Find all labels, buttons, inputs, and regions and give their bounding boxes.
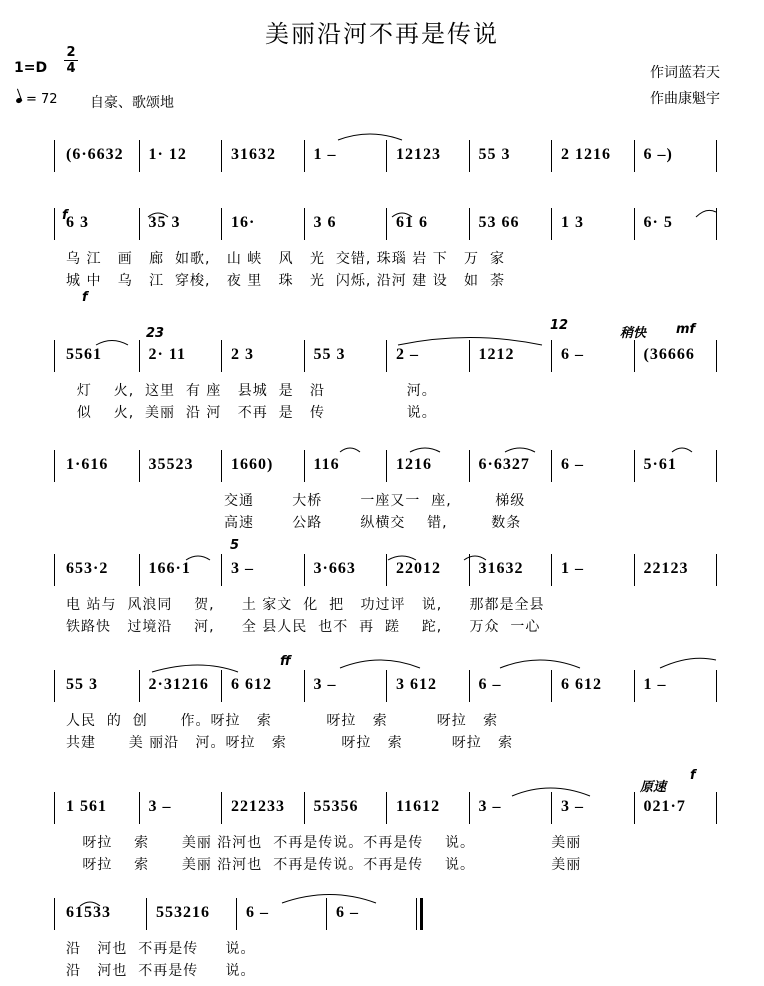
barline bbox=[386, 670, 387, 702]
measure: 5·61 bbox=[643, 456, 677, 473]
measure: 31632 bbox=[478, 560, 524, 577]
measure: 6 –) bbox=[643, 146, 673, 163]
measure: 1 – bbox=[313, 146, 337, 163]
barline bbox=[716, 208, 717, 240]
slur bbox=[500, 660, 580, 668]
tempo-marking bbox=[16, 92, 58, 107]
barline bbox=[386, 340, 387, 372]
dynamic-mark: f bbox=[690, 768, 696, 783]
note-line bbox=[58, 904, 718, 928]
barline bbox=[716, 670, 717, 702]
final-barline bbox=[420, 898, 423, 930]
barline bbox=[716, 792, 717, 824]
barline bbox=[139, 450, 140, 482]
lyric-line-1: 乌 江 画 廊 如歌, 山 峡 风 光 交错, 珠瑙 岩 下 万 家 bbox=[66, 251, 505, 267]
note-line bbox=[58, 456, 718, 480]
measure: 6 – bbox=[561, 456, 584, 473]
measure: 3 – bbox=[561, 798, 584, 815]
slur bbox=[505, 448, 535, 452]
note-line bbox=[58, 560, 718, 584]
lyric-line-2: 呀拉 索 美丽 沿河也 不再是传说。不再是传 说。 美丽 bbox=[66, 857, 582, 873]
barline bbox=[54, 450, 55, 482]
dynamic-mark: 12 bbox=[550, 318, 569, 333]
measure: 6 3 bbox=[66, 214, 89, 231]
barline bbox=[54, 140, 55, 172]
lyricist-credit: 作词蓝若天 bbox=[650, 65, 720, 81]
barline bbox=[386, 792, 387, 824]
barline bbox=[469, 554, 470, 586]
barline bbox=[469, 340, 470, 372]
measure: 61533 bbox=[66, 904, 111, 921]
measure: 653·2 bbox=[66, 560, 109, 577]
measure: 221233 bbox=[231, 798, 285, 815]
measure: 3 – bbox=[478, 798, 502, 815]
lyric-line-2: 共建 美 丽沿 河。呀拉 索 呀拉 索 呀拉 索 bbox=[66, 735, 514, 751]
measure: 1 – bbox=[643, 676, 667, 693]
expression-marking: 自豪、歌颂地 bbox=[90, 95, 174, 111]
barline bbox=[551, 208, 552, 240]
barline bbox=[139, 670, 140, 702]
slur bbox=[340, 448, 360, 452]
barline bbox=[326, 898, 327, 930]
slur bbox=[338, 134, 402, 140]
measure: 55356 bbox=[313, 798, 359, 815]
slur bbox=[340, 660, 420, 668]
barline bbox=[469, 670, 470, 702]
dynamic-mark: 23 bbox=[146, 326, 165, 341]
dynamic-mark: f bbox=[82, 290, 88, 305]
measure: 12123 bbox=[396, 146, 441, 163]
slur bbox=[410, 448, 440, 452]
measure: 35 3 bbox=[148, 214, 181, 231]
barline bbox=[716, 140, 717, 172]
lyric-line-2: 铁路快 过境沿 河, 全 县人民 也不 再 蹉 跎, 万众 一心 bbox=[66, 619, 541, 635]
note-line bbox=[58, 146, 718, 170]
measure: 55 3 bbox=[66, 676, 98, 693]
barline bbox=[551, 340, 552, 372]
barline bbox=[54, 208, 55, 240]
lyric-line-1: 呀拉 索 美丽 沿河也 不再是传说。不再是传 说。 美丽 bbox=[66, 835, 582, 851]
lyric-line-2: 高速 公路 纵横交 错, 数条 bbox=[66, 515, 522, 531]
barline bbox=[634, 450, 635, 482]
measure: 116 bbox=[313, 456, 340, 473]
barline bbox=[634, 208, 635, 240]
measure: 1212 bbox=[478, 346, 515, 363]
barline bbox=[54, 554, 55, 586]
measure: 6· 5 bbox=[643, 214, 673, 231]
barline bbox=[469, 140, 470, 172]
measure: 1· 12 bbox=[148, 146, 187, 163]
measure: 55 3 bbox=[313, 346, 346, 363]
measure: 166·1 bbox=[148, 560, 191, 577]
measure: 553216 bbox=[156, 904, 210, 921]
measure: 1 3 bbox=[561, 214, 584, 231]
barline bbox=[54, 340, 55, 372]
measure: 35523 bbox=[148, 456, 194, 473]
measure: 31632 bbox=[231, 146, 276, 163]
barline bbox=[221, 450, 222, 482]
note-line bbox=[58, 346, 718, 370]
measure: 3 612 bbox=[396, 676, 437, 693]
barline bbox=[634, 140, 635, 172]
measure: 3 – bbox=[231, 560, 254, 577]
measure: 021·7 bbox=[643, 798, 686, 815]
measure: 16· bbox=[231, 214, 256, 231]
barline bbox=[304, 792, 305, 824]
barline bbox=[551, 554, 552, 586]
barline bbox=[304, 670, 305, 702]
barline bbox=[221, 670, 222, 702]
lyric-line-2: 似 火, 美丽 沿 河 不再 是 传 说。 bbox=[66, 405, 437, 421]
dynamic-mark: 稍快 bbox=[620, 326, 647, 341]
dynamic-mark: 5 bbox=[230, 538, 240, 553]
barline bbox=[304, 140, 305, 172]
barline bbox=[551, 450, 552, 482]
measure: 2 3 bbox=[231, 346, 254, 363]
measure: 22123 bbox=[643, 560, 689, 577]
dynamic-mark: 原速 bbox=[640, 780, 667, 795]
slur bbox=[672, 448, 692, 452]
barline bbox=[221, 340, 222, 372]
barline bbox=[716, 450, 717, 482]
barline bbox=[416, 898, 417, 930]
barline bbox=[236, 898, 237, 930]
barline bbox=[469, 450, 470, 482]
measure: 6 612 bbox=[561, 676, 602, 693]
measure: 3 6 bbox=[313, 214, 337, 231]
lyric-line-1: 灯 火, 这里 有 座 县城 是 沿 河。 bbox=[66, 383, 437, 399]
measure: 2·31216 bbox=[148, 676, 209, 693]
measure: 1·616 bbox=[66, 456, 109, 473]
barline bbox=[551, 140, 552, 172]
measure: 3 – bbox=[313, 676, 337, 693]
measure: 6·6327 bbox=[478, 456, 530, 473]
measure: 53 66 bbox=[478, 214, 520, 231]
barline bbox=[304, 208, 305, 240]
measure: 6 – bbox=[478, 676, 502, 693]
measure: 1 – bbox=[561, 560, 584, 577]
barline bbox=[634, 554, 635, 586]
measure: 6 – bbox=[336, 904, 359, 921]
barline bbox=[469, 792, 470, 824]
measure: 1216 bbox=[396, 456, 432, 473]
barline bbox=[634, 670, 635, 702]
barline bbox=[386, 140, 387, 172]
measure: 3·663 bbox=[313, 560, 356, 577]
barline bbox=[221, 208, 222, 240]
dynamic-mark: mf bbox=[676, 322, 696, 337]
lyric-line-1: 交通 大桥 一座又一 座, 梯级 bbox=[66, 493, 526, 509]
measure: 6 – bbox=[561, 346, 584, 363]
barline bbox=[139, 340, 140, 372]
lyric-line-1: 沿 河也 不再是传 说。 bbox=[66, 941, 256, 957]
time-sig-top: 2 bbox=[66, 45, 76, 60]
time-signature bbox=[64, 46, 78, 75]
measure: (6·6632 bbox=[66, 146, 124, 163]
barline bbox=[304, 340, 305, 372]
note-line bbox=[58, 798, 718, 822]
barline bbox=[386, 450, 387, 482]
measure: 2 1216 bbox=[561, 146, 611, 163]
barline bbox=[221, 554, 222, 586]
barline bbox=[139, 792, 140, 824]
barline bbox=[54, 792, 55, 824]
barline bbox=[716, 554, 717, 586]
tempo-value: = 72 bbox=[26, 92, 58, 107]
measure: 6 – bbox=[246, 904, 269, 921]
barline bbox=[146, 898, 147, 930]
measure: 2· 11 bbox=[148, 346, 186, 363]
barline bbox=[551, 670, 552, 702]
barline bbox=[139, 140, 140, 172]
barline bbox=[386, 554, 387, 586]
measure: 1 561 bbox=[66, 798, 107, 815]
measure: 61 6 bbox=[396, 214, 428, 231]
barline bbox=[551, 792, 552, 824]
song-title: 美丽沿河不再是传说 bbox=[265, 20, 499, 48]
dynamic-mark: f bbox=[62, 208, 68, 223]
measure: 3 – bbox=[148, 798, 172, 815]
slur bbox=[96, 341, 128, 346]
barline bbox=[54, 898, 55, 930]
barline bbox=[634, 792, 635, 824]
barline bbox=[716, 340, 717, 372]
quarter-note-icon bbox=[15, 97, 22, 104]
dynamic-mark: ff bbox=[280, 654, 291, 669]
slur bbox=[398, 338, 542, 346]
note-line bbox=[58, 214, 718, 238]
barline bbox=[139, 554, 140, 586]
measure: 6 612 bbox=[231, 676, 272, 693]
measure: 55 3 bbox=[478, 146, 511, 163]
time-sig-bottom: 4 bbox=[66, 61, 76, 76]
barline bbox=[634, 340, 635, 372]
barline bbox=[304, 554, 305, 586]
barline bbox=[221, 792, 222, 824]
measure: 5561 bbox=[66, 346, 102, 363]
measure: 22012 bbox=[396, 560, 441, 577]
measure: (36666 bbox=[643, 346, 695, 363]
lyric-line-1: 人民 的 创 作。呀拉 索 呀拉 索 呀拉 索 bbox=[66, 713, 499, 729]
measure: 2 – bbox=[396, 346, 419, 363]
slur bbox=[660, 658, 716, 668]
barline bbox=[469, 208, 470, 240]
composer-credit: 作曲康魁宇 bbox=[650, 91, 720, 107]
lyric-line-2: 沿 河也 不再是传 说。 bbox=[66, 963, 256, 979]
barline bbox=[386, 208, 387, 240]
lyric-line-2: 城 中 乌 江 穿梭, 夜 里 珠 光 闪烁, 沿河 建 设 如 荼 bbox=[66, 273, 505, 289]
slur bbox=[282, 895, 376, 904]
measure: 11612 bbox=[396, 798, 441, 815]
measure: 1660) bbox=[231, 456, 274, 473]
barline bbox=[221, 140, 222, 172]
barline bbox=[54, 670, 55, 702]
key-signature: 1=D bbox=[14, 60, 48, 76]
note-line bbox=[58, 676, 718, 700]
lyric-line-1: 电 站与 风浪同 贺, 土 家文 化 把 功过评 说, 那都是全县 bbox=[66, 597, 545, 613]
slur bbox=[152, 665, 238, 672]
barline bbox=[139, 208, 140, 240]
barline bbox=[304, 450, 305, 482]
